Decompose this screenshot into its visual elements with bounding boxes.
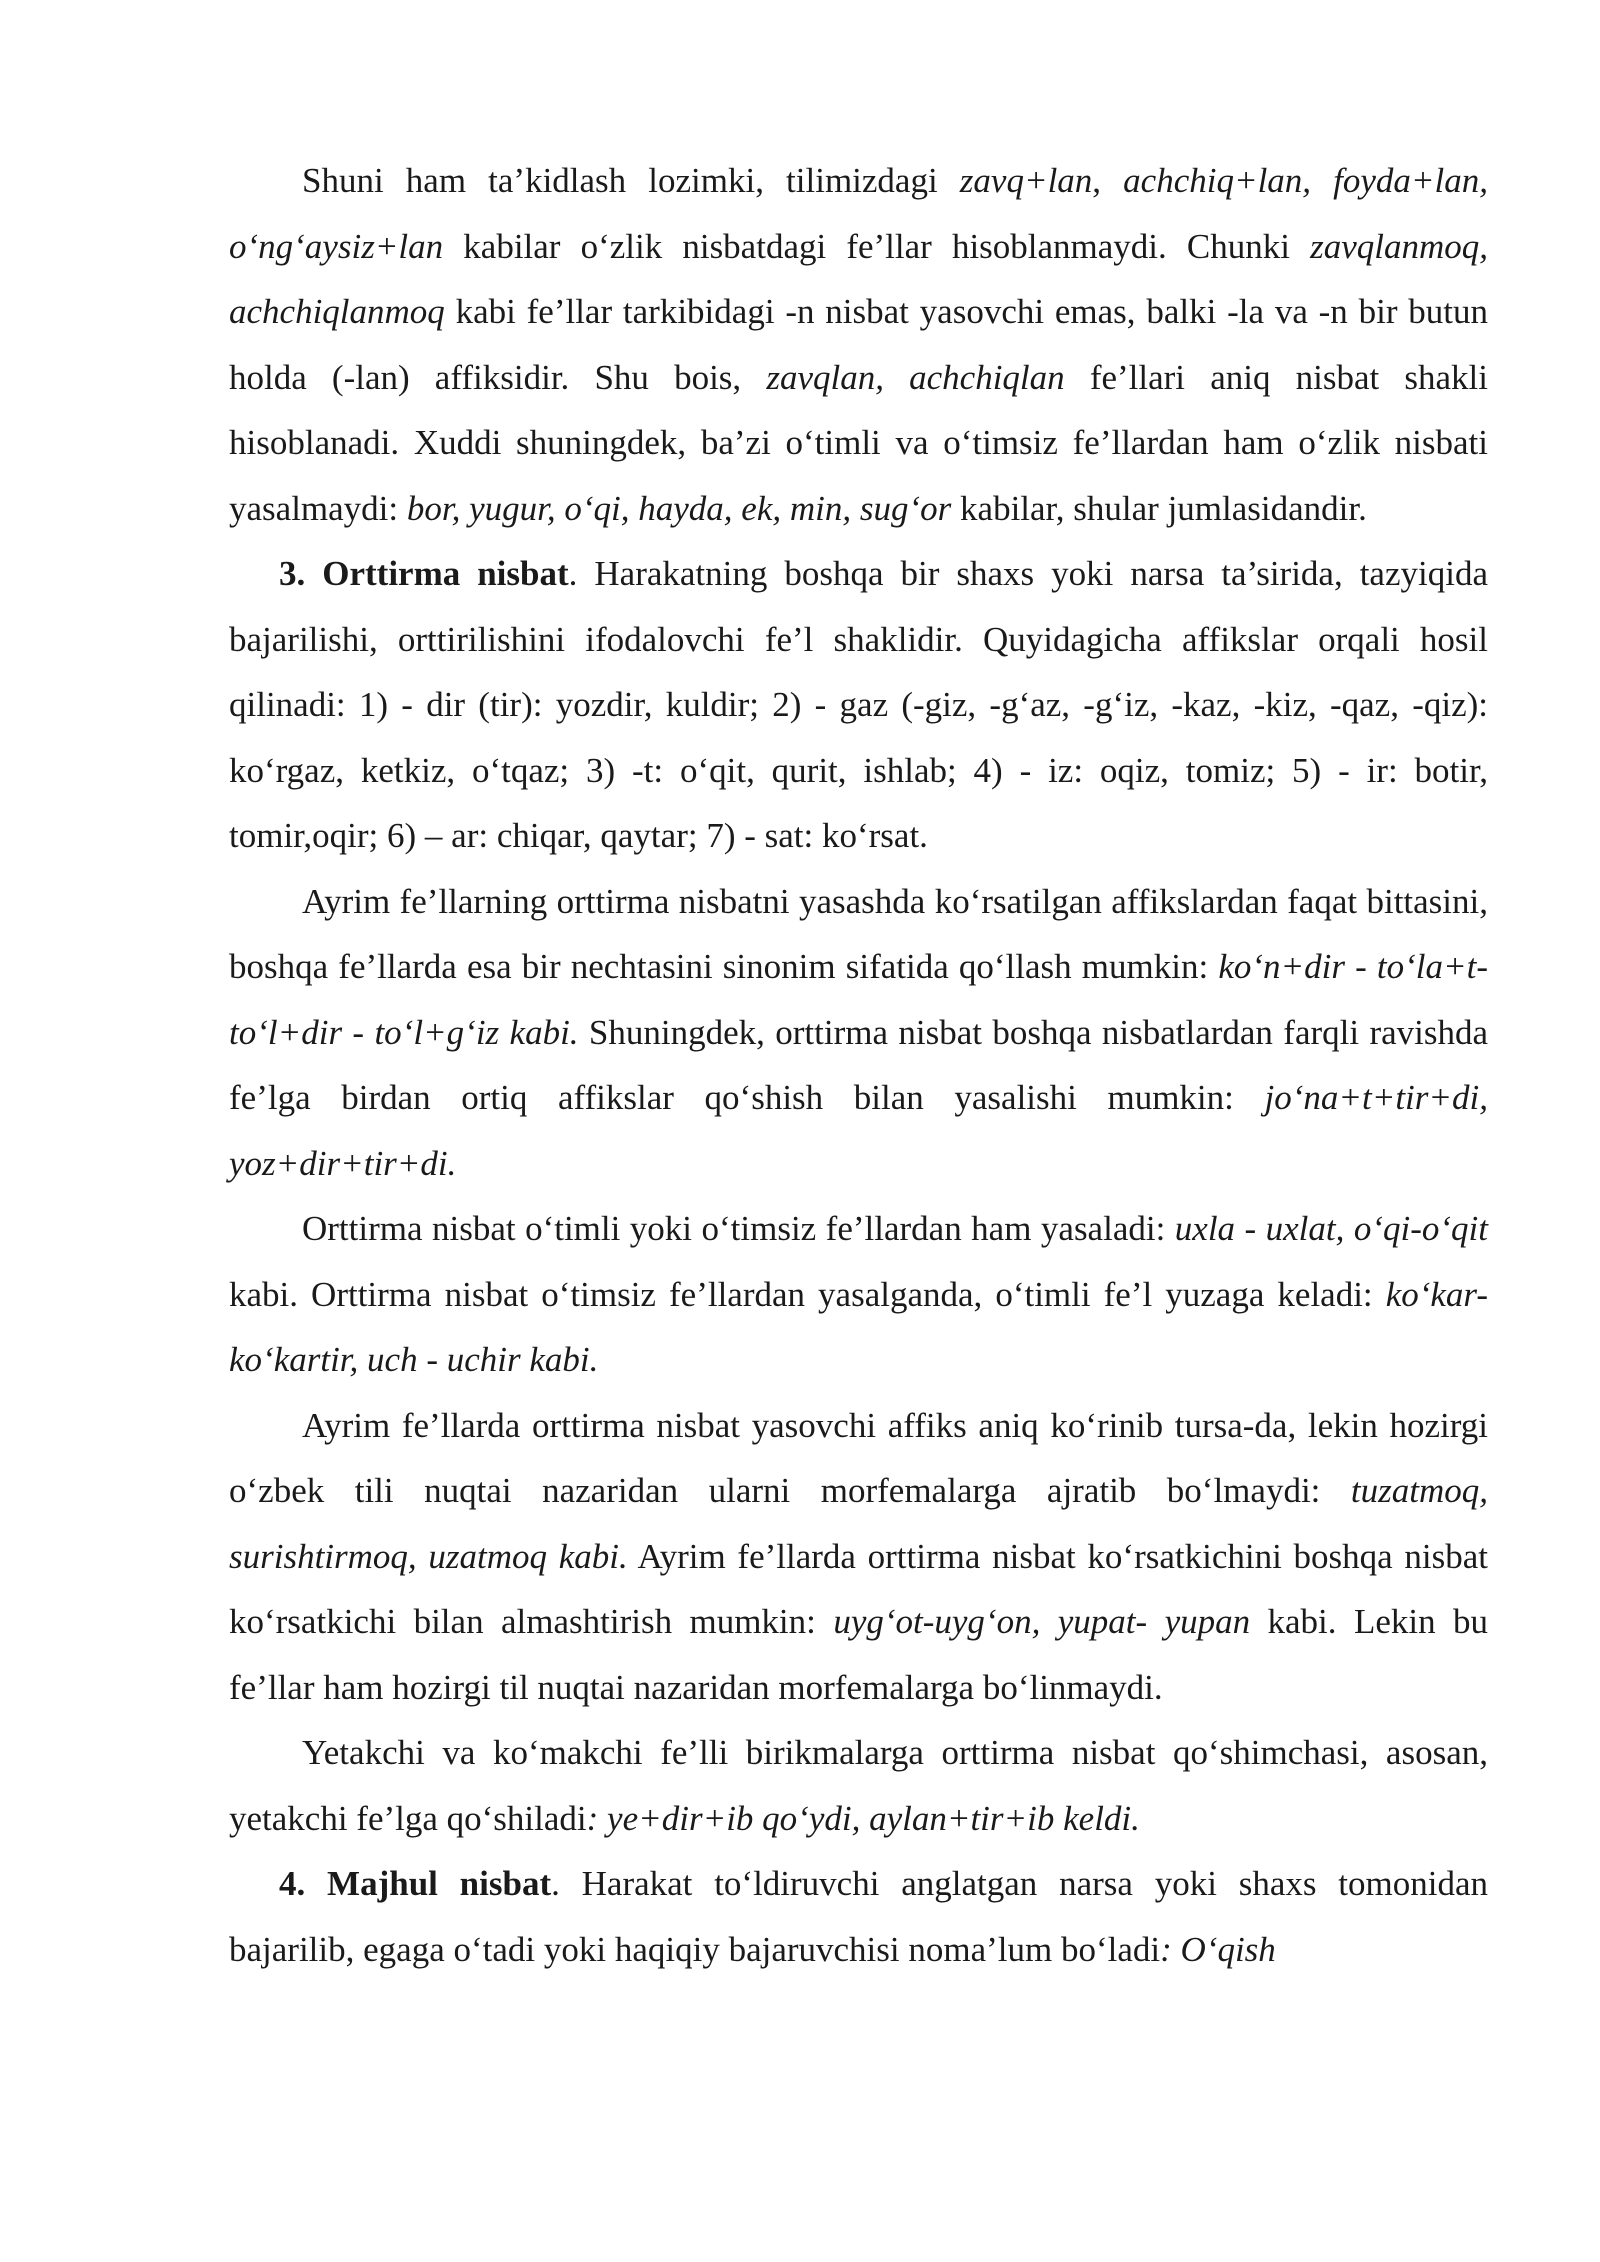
section-4-majhul-nisbat: 4. Majhul nisbat. Harakat to‘ldiruvchi anglatgan narsa yoki shaxs tomonidan bajarilib, egaga o‘tadi yoki haqiqiy bajaruvchisi noma’lum bo‘ladi: O‘qish [229,1864,1488,1969]
section-heading: 4. Majhul nisbat [279,1864,552,1903]
section-heading: 3. Orttirma nisbat [279,554,569,593]
paragraph-4: Orttirma nisbat o‘timli yoki o‘timsiz fe’llardan ham yasaladi: uxla - uxlat, o‘qi-o‘qit kabi. Orttirma nisbat o‘timsiz fe’llardan yasalganda, o‘timli fe’l yuzaga keladi: ko‘kar- ko‘kartir, uch - uchir kabi. [229,1209,1488,1379]
paragraph-6: Yetakchi va ko‘makchi fe’lli birikmalarga orttirma nisbat qo‘shimchasi, asosan, yetakchi fe’lga qo‘shiladi: ye+dir+ib qo‘ydi, aylan+tir+ib keldi. [229,1733,1488,1838]
section-3-orttirma-nisbat: 3. Orttirma nisbat. Harakatning boshqa bir shaxs yoki narsa ta’sirida, tazyiqida bajarilishi, orttirilishini ifodalovchi fe’l shaklidir. Quyidagicha affikslar orqali hosil qilinadi: 1) - dir (tir): yozdir, kuldir; 2) - gaz (-giz, -g‘az, -g‘iz, -kaz, -kiz, -qaz, -qiz): ko‘rgaz, ketkiz, o‘tqaz; 3) -t: o‘qit, qurit, ishlab; 4) - iz: oqiz, tomiz; 5) - ir: botir, tomir,oqir; 6) – ar: chiqar, qaytar; 7) - sat: ko‘rsat. [229,554,1488,855]
paragraph-1: Shuni ham ta’kidlash lozimki, tilimizdagi zavq+lan, achchiq+lan, foyda+lan, o‘ng‘aysiz+lan kabilar o‘zlik nisbatdagi fe’llar hisoblanmaydi. Chunki zavqlanmoq, achchiqlanmoq kabi fe’llar tarkibidagi -n nisbat yasovchi emas, balki -la va -n bir butun holda (-lan) affiksidir. Shu bois, zavqlan, achchiqlan fe’llari aniq nisbat shakli hisoblanadi. Xuddi shuningdek, ba’zi o‘timli va o‘timsiz fe’llardan ham o‘zlik nisbati yasalmaydi: bor, yugur, o‘qi, hayda, ek, min, sug‘or kabilar, shular jumlasidandir. [229,161,1488,528]
paragraph-5: Ayrim fe’llarda orttirma nisbat yasovchi affiks aniq ko‘rinib tursa-da, lekin hozirgi o‘zbek tili nuqtai nazaridan ularni morfemalarga ajratib bo‘lmaydi: tuzatmoq, surishtirmoq, uzatmoq kabi. Ayrim fe’llarda orttirma nisbat ko‘rsatkichini boshqa nisbat ko‘rsatkichi bilan almashtirish mumkin: uyg‘ot-uyg‘on, yupat- yupan kabi. Lekin bu fe’llar ham hozirgi til nuqtai nazaridan morfemalarga bo‘linmaydi. [229,1405,1489,1707]
paragraph-3: Ayrim fe’llarning orttirma nisbatni yasashda ko‘rsatilgan affikslardan faqat bittasini, boshqa fe’llarda esa bir nechtasini sinonim sifatida qo‘llash mumkin: ko‘n+dir - to‘la+t-to‘l+dir - to‘l+g‘iz kabi. Shuningdek, orttirma nisbat boshqa nisbatlardan farqli ravishda fe’lga birdan ortiq affikslar qo‘shish bilan yasalishi mumkin: jo‘na+t+tir+di, yoz+dir+tir+di. [229,881,1489,1183]
document-page [229,148,1488,1982]
